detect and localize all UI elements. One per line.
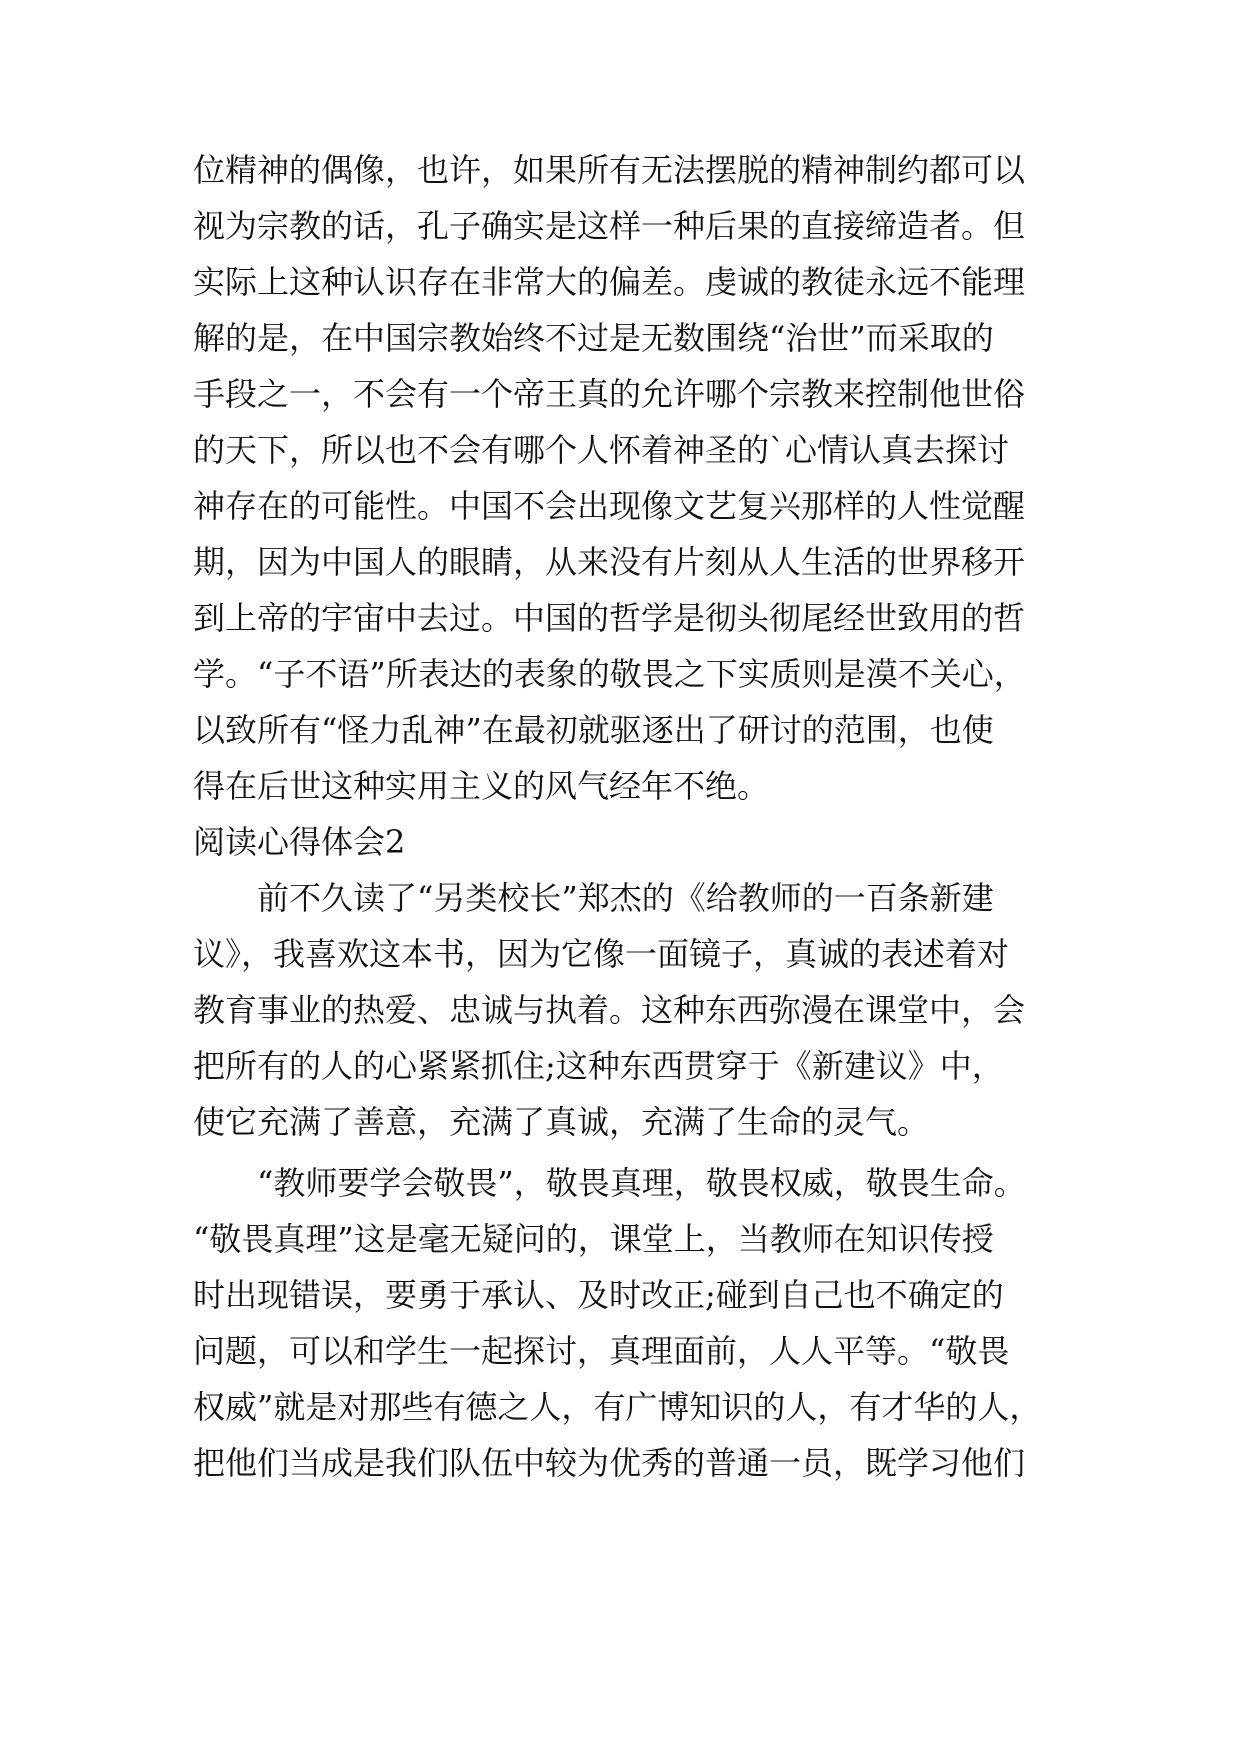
paragraph-line: 使它充满了善意，充满了真诚，充满了生命的灵气。	[193, 1103, 930, 1141]
paragraph-line: 把他们当成是我们队伍中较为优秀的普通一员，既学习他们	[193, 1444, 1026, 1482]
paragraph-line: 以致所有“怪力乱神”在最初就驱逐出了研讨的范围，也使	[193, 711, 994, 749]
paragraph-line: 解的是，在中国宗教始终不过是无数围绕“治世”而采取的	[193, 319, 994, 357]
paragraph-line: 到上帝的宇宙中去过。中国的哲学是彻头彻尾经世致用的哲	[193, 599, 1026, 637]
paragraph-line: “教师要学会敬畏”，敬畏真理，敬畏权威，敬畏生命。	[257, 1164, 1026, 1202]
section-heading: 阅读心得体会2	[193, 823, 406, 861]
paragraph-line: 问题，可以和学生一起探讨，真理面前，人人平等。“敬畏	[193, 1332, 1010, 1370]
paragraph-line: 时出现错误，要勇于承认、及时改正;碰到自己也不确定的	[193, 1276, 1004, 1314]
paragraph-line: 视为宗教的话，孔子确实是这样一种后果的直接缔造者。但	[193, 207, 1026, 245]
paragraph-line: 得在后世这种实用主义的风气经年不绝。	[193, 767, 770, 805]
paragraph-line: 学。“子不语”所表达的表象的敬畏之下实质则是漠不关心，	[193, 655, 1026, 693]
paragraph-line: 期，因为中国人的眼睛，从来没有片刻从人生活的世界移开	[193, 543, 1026, 581]
paragraph-line: 位精神的偶像，也许，如果所有无法摆脱的精神制约都可以	[193, 151, 1026, 189]
paragraph-line: 实际上这种认识存在非常大的偏差。虔诚的教徒永远不能理	[193, 263, 1026, 301]
paragraph-line: 前不久读了“另类校长”郑杰的《给教师的一百条新建	[257, 879, 994, 917]
paragraph-line: 把所有的人的心紧紧抓住;这种东西贯穿于《新建议》中，	[193, 1047, 1004, 1085]
paragraph-line: 议》，我喜欢这本书，因为它像一面镜子，真诚的表述着对	[193, 935, 1010, 973]
paragraph-line: 的天下，所以也不会有哪个人怀着神圣的`心情认真去探讨	[193, 431, 1010, 469]
paragraph-line: 教育事业的热爱、忠诚与执着。这种东西弥漫在课堂中，会	[193, 991, 1026, 1029]
paragraph-line: 权威”就是对那些有德之人，有广博知识的人，有才华的人，	[193, 1388, 1042, 1426]
paragraph-line: 神存在的可能性。中国不会出现像文艺复兴那样的人性觉醒	[193, 487, 1026, 525]
paragraph-line: 手段之一，不会有一个帝王真的允许哪个宗教来控制他世俗	[193, 375, 1026, 413]
paragraph-line: “敬畏真理”这是毫无疑问的，课堂上，当教师在知识传授	[193, 1220, 994, 1258]
